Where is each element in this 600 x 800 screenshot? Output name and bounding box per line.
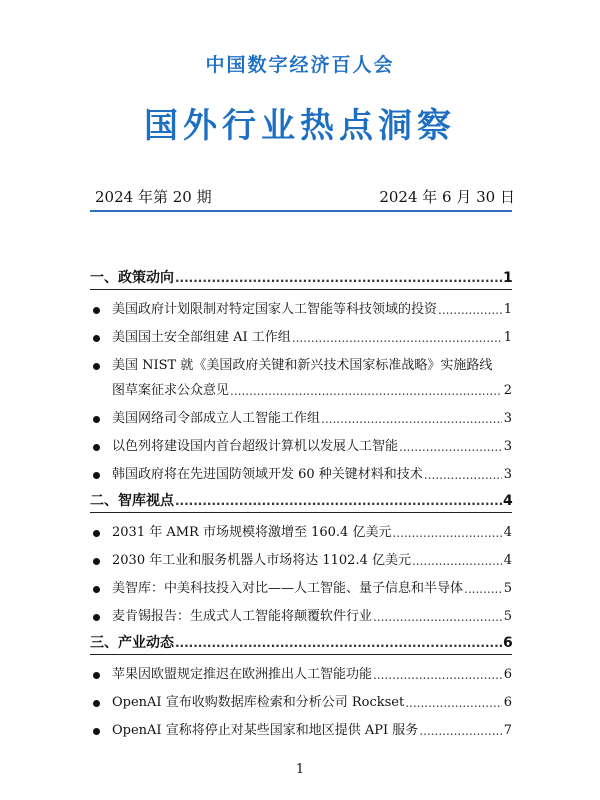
toc-item[interactable]: 以色列将建设国内首台超级计算机以发展人工智能 ..... 3 [90, 439, 512, 455]
bullet-icon [93, 700, 100, 707]
table-of-contents [90, 268, 512, 739]
toc-section-think-tank[interactable]: 二、智库视点 ..... 4 [90, 491, 512, 513]
toc-item-continued[interactable]: 图草案征求公众意见 ..... 2 [90, 383, 512, 399]
toc-item[interactable]: 美智库：中美科技投入对比——人工智能、量子信息和半导体 ..... 5 [90, 581, 512, 597]
issue-number: 2024 年第 20 期 [95, 188, 212, 206]
toc-item[interactable]: 美国 NIST 就《美国政府关键和新兴技术国家标准战略》实施路线 [90, 358, 512, 374]
toc-item[interactable]: 美国网络司令部成立人工智能工作组 ..... 3 [90, 411, 512, 427]
toc-item[interactable]: 苹果因欧盟规定推迟在欧洲推出人工智能功能 ..... 6 [90, 667, 512, 683]
report-title: 国外行业热点洞察 [144, 106, 456, 146]
toc-item[interactable]: 2030 年工业和服务机器人市场将达 1102.4 亿美元 ..... 4 [90, 553, 512, 569]
bullet-icon [93, 444, 100, 451]
bullet-icon [93, 307, 100, 314]
toc-item[interactable]: 韩国政府将在先进国防领域开发 60 种关键材料和技术 ..... 3 [90, 467, 512, 483]
toc-section-policy[interactable]: 一、政策动向 ..... 1 [90, 268, 512, 290]
toc-item[interactable]: 美国国土安全部组建 AI 工作组 ..... 1 [90, 330, 512, 346]
bullet-icon [93, 672, 100, 679]
bullet-icon [93, 558, 100, 565]
bullet-icon [93, 363, 100, 370]
page-number: 1 [295, 762, 305, 777]
issue-date: 2024 年 6 月 30 日 [379, 188, 515, 206]
toc-item[interactable]: OpenAI 宣布收购数据库检索和分析公司 Rockset ..... 6 [90, 695, 512, 711]
organization-name: 中国数字经济百人会 [205, 54, 395, 76]
toc-item[interactable]: 麦肯锡报告：生成式人工智能将颠覆软件行业 ..... 5 [90, 609, 512, 625]
header-divider [90, 210, 512, 212]
bullet-icon [93, 530, 100, 537]
bullet-icon [93, 614, 100, 621]
toc-item[interactable]: OpenAI 宣称将停止对某些国家和地区提供 API 服务 ..... 7 [90, 723, 512, 739]
toc-section-industry[interactable]: 三、产业动态 ..... 6 [90, 633, 512, 655]
toc-item[interactable]: 美国政府计划限制对特定国家人工智能等科技领域的投资 ..... 1 [90, 302, 512, 318]
bullet-icon [93, 472, 100, 479]
bullet-icon [93, 416, 100, 423]
toc-item[interactable]: 2031 年 AMR 市场规模将激增至 160.4 亿美元 ..... 4 [90, 525, 512, 541]
bullet-icon [93, 586, 100, 593]
bullet-icon [93, 335, 100, 342]
bullet-icon [93, 728, 100, 735]
